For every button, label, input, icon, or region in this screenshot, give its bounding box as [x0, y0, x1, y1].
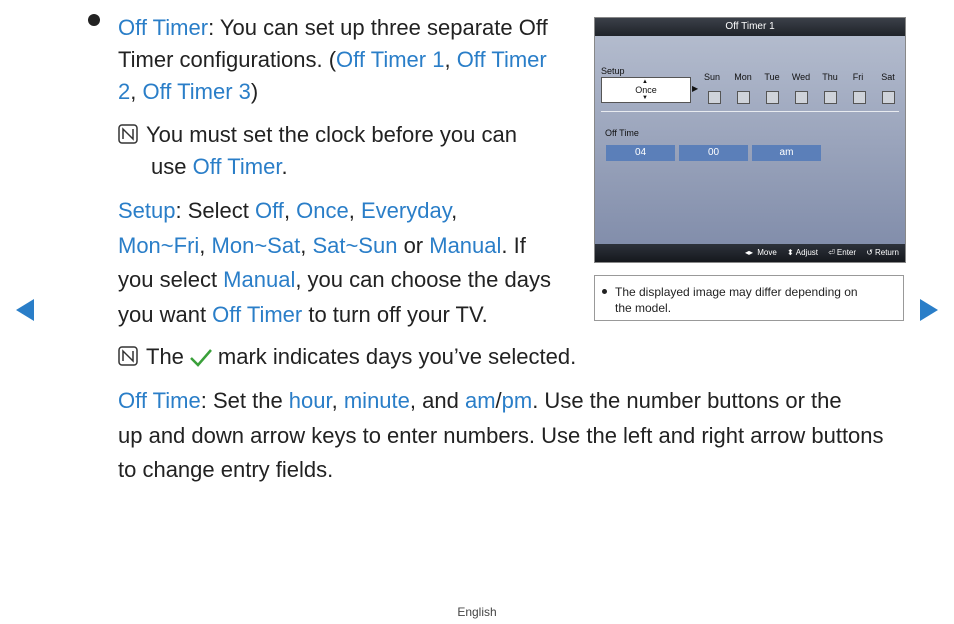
day-sat: Sat: [881, 72, 895, 82]
checkbox-sun[interactable]: [708, 91, 721, 104]
checkbox-sat[interactable]: [882, 91, 895, 104]
checkbox-tue[interactable]: [766, 91, 779, 104]
enter-icon: ⏎: [828, 248, 835, 257]
up-arrow-icon: ▲: [642, 79, 648, 85]
adjust-icon: ⬍: [787, 248, 794, 257]
checkbox-fri[interactable]: [853, 91, 866, 104]
checkbox-mon[interactable]: [737, 91, 750, 104]
caption-line-2: the model.: [615, 301, 672, 315]
down-arrow-icon: ▼: [642, 95, 648, 101]
footer-language: English: [457, 605, 497, 619]
off-time-label: Off Time: [605, 128, 639, 138]
next-page-arrow-icon[interactable]: [920, 299, 938, 321]
previous-page-arrow-icon[interactable]: [16, 299, 34, 321]
minute-field[interactable]: 00: [679, 145, 748, 161]
paragraph-setup: Setup: Select Off, Once, Everyday, Mon~Fri, Mon~Sat, Sat~Sun or Manual. If you select Manual, you can choose the days you want Off Timer to turn off your TV.: [118, 198, 551, 327]
setup-selector[interactable]: [601, 77, 691, 103]
off-timer-screen: [594, 17, 906, 263]
help-move: Move: [757, 248, 777, 257]
caption-line-1: The displayed image may differ depending on: [615, 285, 858, 299]
day-tue: Tue: [764, 72, 780, 82]
help-return: Return: [874, 248, 899, 257]
setup-label: Setup: [601, 66, 625, 76]
check-mark-icon: [188, 347, 214, 369]
hour-field[interactable]: 04: [606, 145, 675, 161]
move-icon: ◂▸: [744, 248, 754, 257]
note-icon: [118, 346, 138, 366]
checkbox-wed[interactable]: [795, 91, 808, 104]
ampm-field[interactable]: am: [752, 145, 821, 161]
note-icon: [118, 124, 138, 144]
caption-bullet: [602, 289, 607, 294]
right-arrow-icon: ▶: [692, 84, 699, 93]
note-clock: You must set the clock before you can use Off Timer.: [118, 119, 517, 183]
note-check-mark: The mark indicates days you’ve selected.: [118, 341, 576, 373]
day-sun: Sun: [703, 72, 720, 82]
day-wed: Wed: [791, 72, 811, 82]
day-fri: Fri: [852, 72, 864, 82]
help-adjust: Adjust: [795, 248, 818, 257]
return-icon: ↺: [866, 248, 873, 257]
paragraph-off-timer: Off Timer: You can set up three separate Off Timer configurations. (Off Timer 1, Off Timer 2, Off Timer 3): [118, 15, 548, 104]
screen-help-bar: [595, 244, 905, 262]
paragraph-off-time: Off Time: Set the hour, minute, and am/pm. Use the number buttons or the up and down arrow keys to enter numbers. Use the left and right arrow buttons to change entry fields.: [118, 388, 884, 482]
day-mon: Mon: [734, 72, 752, 82]
image-caption: [594, 275, 904, 321]
setup-value: Once: [635, 85, 657, 95]
divider: [601, 111, 899, 112]
checkbox-thu[interactable]: [824, 91, 837, 104]
help-enter: Enter: [836, 248, 857, 257]
screen-title: Off Timer 1: [595, 18, 905, 36]
day-thu: Thu: [822, 72, 838, 82]
bullet-dot: [88, 14, 100, 26]
